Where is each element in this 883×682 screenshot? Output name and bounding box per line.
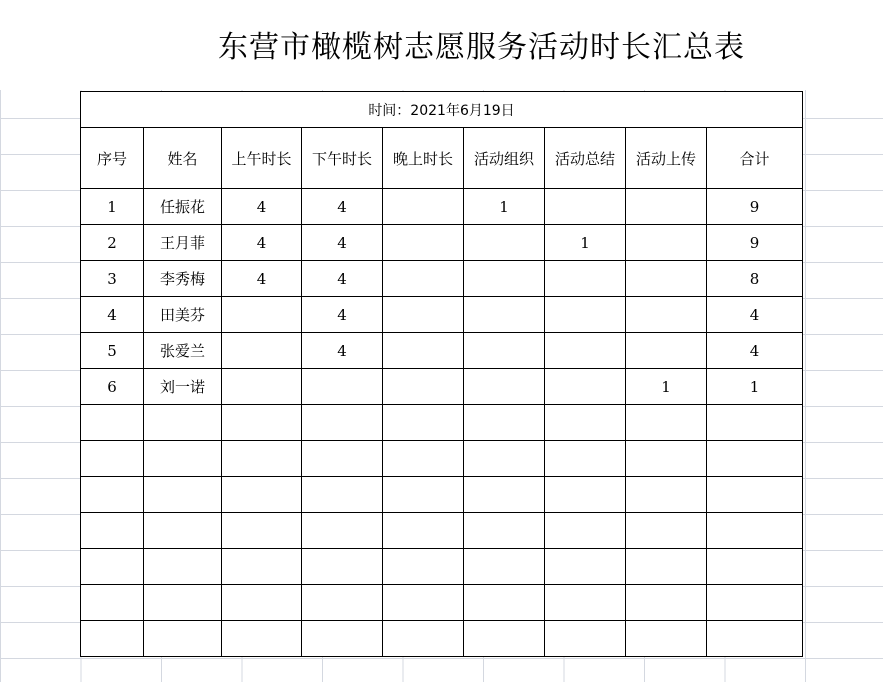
table-row: [81, 513, 803, 549]
cell-organize[interactable]: [464, 441, 545, 477]
cell-afternoon[interactable]: 4: [302, 261, 383, 297]
header-cell-name[interactable]: 姓名: [144, 128, 222, 189]
cell-total[interactable]: [707, 441, 803, 477]
cell-name[interactable]: [144, 477, 222, 513]
table-row: [81, 477, 803, 513]
cell-evening[interactable]: [383, 297, 464, 333]
cell-evening[interactable]: [383, 549, 464, 585]
cell-name[interactable]: 王月菲: [144, 225, 222, 261]
sheet-title: 东营市橄榄树志愿服务活动时长汇总表: [218, 30, 745, 65]
cell-morning[interactable]: [222, 405, 302, 441]
cell-index[interactable]: 6: [81, 369, 144, 405]
cell-upload[interactable]: [626, 189, 707, 225]
date-cell[interactable]: 时间：2021年6月19日: [81, 92, 803, 128]
table-row: [81, 621, 803, 657]
cell-index[interactable]: [81, 549, 144, 585]
cell-total[interactable]: [707, 549, 803, 585]
cell-morning[interactable]: [222, 333, 302, 369]
cell-morning[interactable]: [222, 549, 302, 585]
cell-total[interactable]: [707, 405, 803, 441]
cell-upload[interactable]: [626, 225, 707, 261]
cell-organize[interactable]: [464, 621, 545, 657]
cell-summary[interactable]: [545, 513, 626, 549]
cell-index[interactable]: [81, 513, 144, 549]
cell-evening[interactable]: [383, 441, 464, 477]
cell-morning[interactable]: [222, 621, 302, 657]
cell-index[interactable]: [81, 477, 144, 513]
cell-upload[interactable]: [626, 405, 707, 441]
table-row: [81, 549, 803, 585]
cell-afternoon[interactable]: [302, 477, 383, 513]
cell-morning[interactable]: [222, 441, 302, 477]
cell-index[interactable]: 4: [81, 297, 144, 333]
cell-upload[interactable]: [626, 621, 707, 657]
cell-afternoon[interactable]: [302, 405, 383, 441]
cell-index[interactable]: [81, 621, 144, 657]
cell-organize[interactable]: [464, 297, 545, 333]
cell-name[interactable]: 田美芬: [144, 297, 222, 333]
cell-summary[interactable]: [545, 261, 626, 297]
cell-evening[interactable]: [383, 405, 464, 441]
cell-total[interactable]: 4: [707, 297, 803, 333]
cell-total[interactable]: [707, 621, 803, 657]
table-row: [81, 297, 803, 333]
header-row: [81, 128, 803, 189]
cell-evening[interactable]: [383, 189, 464, 225]
cell-total[interactable]: 9: [707, 189, 803, 225]
cell-summary[interactable]: [545, 333, 626, 369]
header-cell-total[interactable]: 合计: [707, 128, 803, 189]
cell-summary[interactable]: [545, 477, 626, 513]
cell-morning[interactable]: [222, 513, 302, 549]
table-row: [81, 585, 803, 621]
header-cell-index[interactable]: 序号: [81, 128, 144, 189]
cell-summary[interactable]: [545, 549, 626, 585]
header-cell-morning[interactable]: 上午时长: [222, 128, 302, 189]
cell-evening[interactable]: [383, 333, 464, 369]
cell-afternoon[interactable]: [302, 621, 383, 657]
header-cell-organize[interactable]: 活动组织: [464, 128, 545, 189]
table-row: [81, 369, 803, 405]
cell-index[interactable]: 5: [81, 333, 144, 369]
cell-afternoon[interactable]: 4: [302, 189, 383, 225]
cell-afternoon[interactable]: [302, 441, 383, 477]
cell-index[interactable]: [81, 585, 144, 621]
cell-evening[interactable]: [383, 621, 464, 657]
cell-morning[interactable]: [222, 297, 302, 333]
cell-morning[interactable]: [222, 477, 302, 513]
header-cell-afternoon[interactable]: 下午时长: [302, 128, 383, 189]
cell-total[interactable]: 9: [707, 225, 803, 261]
cell-organize[interactable]: [464, 585, 545, 621]
table-row: [81, 441, 803, 477]
cell-evening[interactable]: [383, 225, 464, 261]
cell-morning[interactable]: [222, 369, 302, 405]
cell-name[interactable]: 任振花: [144, 189, 222, 225]
cell-morning[interactable]: 4: [222, 261, 302, 297]
cell-index[interactable]: [81, 441, 144, 477]
cell-upload[interactable]: [626, 585, 707, 621]
cell-organize[interactable]: [464, 549, 545, 585]
cell-name[interactable]: [144, 585, 222, 621]
cell-name[interactable]: 张爱兰: [144, 333, 222, 369]
cell-morning[interactable]: [222, 585, 302, 621]
cell-upload[interactable]: [626, 513, 707, 549]
cell-total[interactable]: 8: [707, 261, 803, 297]
cell-morning[interactable]: 4: [222, 189, 302, 225]
cell-name[interactable]: 刘一诺: [144, 369, 222, 405]
cell-total[interactable]: [707, 585, 803, 621]
table-row: [81, 189, 803, 225]
cell-summary[interactable]: 1: [545, 225, 626, 261]
cell-upload[interactable]: [626, 297, 707, 333]
cell-evening[interactable]: [383, 369, 464, 405]
cell-summary[interactable]: [545, 621, 626, 657]
cell-name[interactable]: [144, 405, 222, 441]
cell-summary[interactable]: [545, 585, 626, 621]
cell-afternoon[interactable]: [302, 369, 383, 405]
cell-total[interactable]: 1: [707, 369, 803, 405]
cell-evening[interactable]: [383, 585, 464, 621]
cell-evening[interactable]: [383, 261, 464, 297]
cell-summary[interactable]: [545, 405, 626, 441]
cell-name[interactable]: [144, 441, 222, 477]
summary-table: [80, 91, 803, 657]
cell-name[interactable]: 李秀梅: [144, 261, 222, 297]
cell-afternoon[interactable]: 4: [302, 333, 383, 369]
cell-name[interactable]: [144, 513, 222, 549]
table-row: [81, 225, 803, 261]
cell-afternoon[interactable]: 4: [302, 297, 383, 333]
cell-index[interactable]: 2: [81, 225, 144, 261]
table-body: [81, 189, 803, 657]
cell-upload[interactable]: [626, 441, 707, 477]
cell-upload[interactable]: [626, 333, 707, 369]
title-band: [0, 0, 883, 90]
cell-organize[interactable]: [464, 333, 545, 369]
cell-name[interactable]: [144, 549, 222, 585]
cell-organize[interactable]: [464, 477, 545, 513]
cell-total[interactable]: [707, 477, 803, 513]
header-cell-upload[interactable]: 活动上传: [626, 128, 707, 189]
cell-summary[interactable]: [545, 297, 626, 333]
cell-upload[interactable]: [626, 261, 707, 297]
cell-organize[interactable]: [464, 405, 545, 441]
cell-index[interactable]: [81, 405, 144, 441]
cell-afternoon[interactable]: [302, 549, 383, 585]
header-cell-summary[interactable]: 活动总结: [545, 128, 626, 189]
cell-summary[interactable]: [545, 369, 626, 405]
table-row: [81, 333, 803, 369]
table-row: [81, 261, 803, 297]
cell-morning[interactable]: 4: [222, 225, 302, 261]
cell-evening[interactable]: [383, 477, 464, 513]
cell-upload[interactable]: [626, 549, 707, 585]
cell-organize[interactable]: [464, 261, 545, 297]
cell-upload[interactable]: [626, 477, 707, 513]
cell-afternoon[interactable]: [302, 585, 383, 621]
cell-afternoon[interactable]: 4: [302, 225, 383, 261]
header-cell-evening[interactable]: 晚上时长: [383, 128, 464, 189]
cell-total[interactable]: [707, 513, 803, 549]
cell-organize[interactable]: [464, 513, 545, 549]
cell-index[interactable]: 3: [81, 261, 144, 297]
cell-summary[interactable]: [545, 189, 626, 225]
cell-organize[interactable]: [464, 369, 545, 405]
cell-total[interactable]: 4: [707, 333, 803, 369]
table-row: [81, 405, 803, 441]
cell-index[interactable]: 1: [81, 189, 144, 225]
cell-organize[interactable]: [464, 225, 545, 261]
cell-name[interactable]: [144, 621, 222, 657]
cell-organize[interactable]: 1: [464, 189, 545, 225]
cell-summary[interactable]: [545, 441, 626, 477]
cell-upload[interactable]: 1: [626, 369, 707, 405]
cell-afternoon[interactable]: [302, 513, 383, 549]
cell-evening[interactable]: [383, 513, 464, 549]
